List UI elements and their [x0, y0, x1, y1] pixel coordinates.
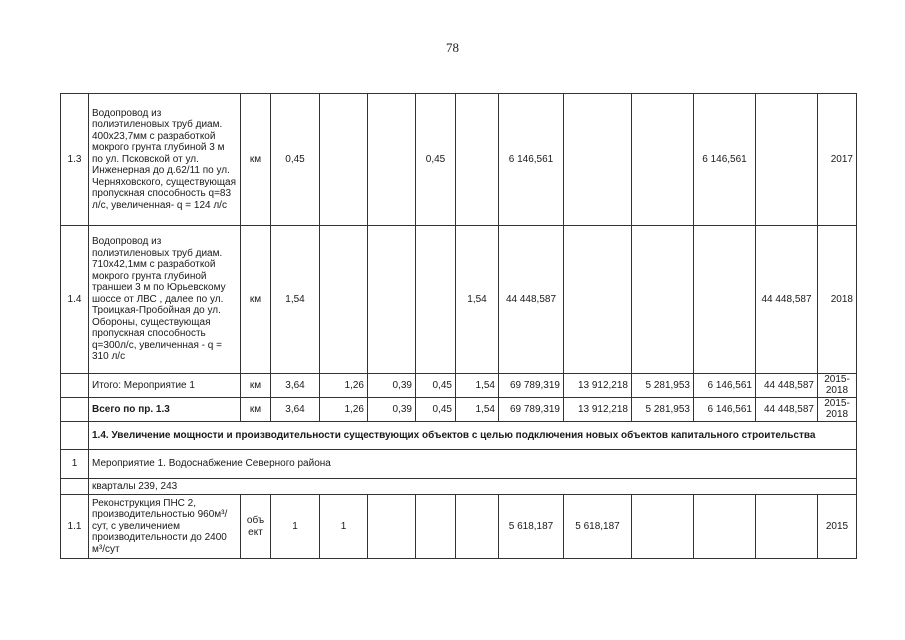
subtotal-cost-2018: 44 448,587 — [756, 374, 818, 398]
subtotal-value-3: 0,39 — [368, 374, 416, 398]
subtotal-unit: км — [241, 374, 271, 398]
total-row — [61, 398, 857, 422]
row-number: 1.1 — [61, 495, 89, 559]
row-value-2: 1 — [320, 495, 368, 559]
section-number — [61, 422, 89, 450]
total-value-3: 0,39 — [368, 398, 416, 422]
row-value-4 — [416, 226, 456, 374]
total-cost-2017: 6 146,561 — [694, 398, 756, 422]
section-title: 1.4. Увеличение мощности и производительности существующих объектов с целью подключения новых объектов капитального строительства — [89, 422, 857, 450]
row-value-2 — [320, 94, 368, 226]
row-value-1: 1 — [271, 495, 320, 559]
measure-row — [61, 450, 857, 479]
subtotal-label: Итого: Мероприятие 1 — [89, 374, 241, 398]
total-cost-2018: 44 448,587 — [756, 398, 818, 422]
row-unit: км — [241, 226, 271, 374]
subtotal-cost-2016: 5 281,953 — [632, 374, 694, 398]
total-value-1: 3,64 — [271, 398, 320, 422]
row-value-5: 1,54 — [456, 226, 499, 374]
total-cost-2015: 13 912,218 — [564, 398, 632, 422]
row-value-4 — [416, 495, 456, 559]
row-unit: объ ект — [241, 495, 271, 559]
row-cost-2018 — [756, 94, 818, 226]
subtotal-total: 69 789,319 — [499, 374, 564, 398]
row-value-3 — [368, 94, 416, 226]
district-number — [61, 479, 89, 495]
subtotal-value-2: 1,26 — [320, 374, 368, 398]
subtotal-cost-2015: 13 912,218 — [564, 374, 632, 398]
total-value-2: 1,26 — [320, 398, 368, 422]
total-number — [61, 398, 89, 422]
row-total: 5 618,187 — [499, 495, 564, 559]
row-value-1: 0,45 — [271, 94, 320, 226]
row-number: 1.4 — [61, 226, 89, 374]
row-value-5 — [456, 94, 499, 226]
row-cost-2015: 5 618,187 — [564, 495, 632, 559]
total-value-5: 1,54 — [456, 398, 499, 422]
subtotal-value-4: 0,45 — [416, 374, 456, 398]
row-cost-2018 — [756, 495, 818, 559]
subtotal-value-5: 1,54 — [456, 374, 499, 398]
total-unit: км — [241, 398, 271, 422]
table-row — [61, 495, 857, 559]
row-value-2 — [320, 226, 368, 374]
page-number: 78 — [446, 40, 459, 55]
row-year: 2018 — [818, 226, 857, 374]
row-value-3 — [368, 226, 416, 374]
row-cost-2017: 6 146,561 — [694, 94, 756, 226]
row-cost-2018: 44 448,587 — [756, 226, 818, 374]
investment-program-table — [60, 93, 857, 559]
subtotal-value-1: 3,64 — [271, 374, 320, 398]
subtotal-number — [61, 374, 89, 398]
total-total: 69 789,319 — [499, 398, 564, 422]
measure-title: Мероприятие 1. Водоснабжение Северного района — [89, 450, 857, 479]
total-label: Всего по пр. 1.3 — [89, 398, 241, 422]
total-year: 2015-2018 — [818, 398, 857, 422]
row-cost-2016 — [632, 495, 694, 559]
row-description: Водопровод из полиэтиленовых труб диам. 710х42,1мм с разработкой мокрого грунта глубиной траншеи 3 м по Юрьевскому шоссе от ЛВС , далее по ул. Троицкая-Пробойная до ул. Обороны, существующая пропускная способность q=300л/с, увеличенная - q = 310 л/с — [89, 226, 241, 374]
section-row — [61, 422, 857, 450]
total-cost-2016: 5 281,953 — [632, 398, 694, 422]
table-row — [61, 94, 857, 226]
table-row — [61, 226, 857, 374]
subtotal-row — [61, 374, 857, 398]
row-value-4: 0,45 — [416, 94, 456, 226]
row-unit: км — [241, 94, 271, 226]
row-cost-2017 — [694, 226, 756, 374]
row-total: 44 448,587 — [499, 226, 564, 374]
subtotal-cost-2017: 6 146,561 — [694, 374, 756, 398]
district-label: кварталы 239, 243 — [89, 479, 857, 495]
subtotal-year: 2015-2018 — [818, 374, 857, 398]
row-value-5 — [456, 495, 499, 559]
row-cost-2016 — [632, 226, 694, 374]
row-description: Реконструкция ПНС 2, производительностью 960м³/сут, с увеличением производительности до 2400 м³/сут — [89, 495, 241, 559]
measure-number: 1 — [61, 450, 89, 479]
row-description: Водопровод из полиэтиленовых труб диам. 400х23,7мм с разработкой мокрого грунта глубиной 3 м по ул. Псковской от ул. Инженерная до д.62/11 по ул. Черняховского, существующая пропускная способность q=83 л/с, увеличенная- q = 124 л/с — [89, 94, 241, 226]
row-year: 2015 — [818, 495, 857, 559]
row-value-1: 1,54 — [271, 226, 320, 374]
row-cost-2017 — [694, 495, 756, 559]
total-value-4: 0,45 — [416, 398, 456, 422]
row-cost-2015 — [564, 94, 632, 226]
row-total: 6 146,561 — [499, 94, 564, 226]
row-cost-2015 — [564, 226, 632, 374]
row-year: 2017 — [818, 94, 857, 226]
district-row — [61, 479, 857, 495]
row-value-3 — [368, 495, 416, 559]
row-cost-2016 — [632, 94, 694, 226]
row-number: 1.3 — [61, 94, 89, 226]
